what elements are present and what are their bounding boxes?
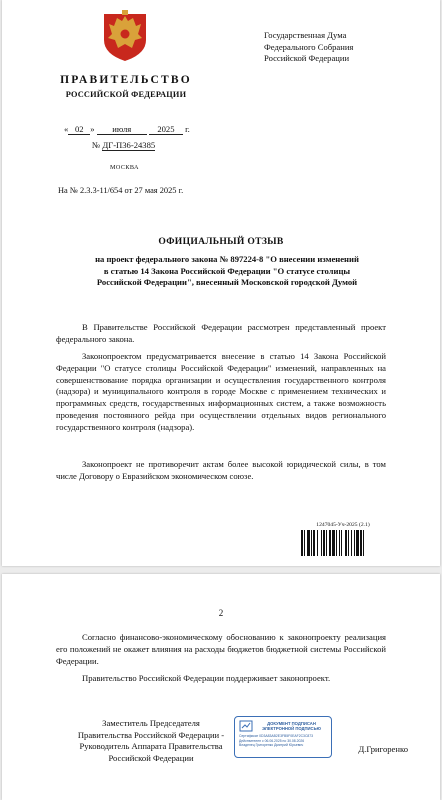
signatory-position xyxy=(56,718,246,764)
stamp-owner: Владелец Григоренко Дмитрий Юрьевич xyxy=(239,743,304,748)
barcode-bar xyxy=(356,530,359,556)
addressee-line: Федерального Собрания xyxy=(264,41,354,52)
position-line: Заместитель Председателя xyxy=(102,718,200,728)
subject-line: Российской Федерации", внесенный Московской городской Думой xyxy=(96,277,358,287)
date-year: 2025 xyxy=(149,124,183,135)
barcode-bar xyxy=(345,530,347,556)
signer-name: Д.Григоренко xyxy=(358,744,408,754)
subject-line: в статью 14 Закона Российской Федерации "О статусе столицы xyxy=(103,265,351,276)
russian-coat-of-arms-icon xyxy=(100,6,150,62)
document-subject xyxy=(72,254,382,289)
body-paragraph: Согласно финансово-экономическому обоснованию к законопроекту реализация его положений не окажет влияния на расходы бюджетов бюджетной системы Российской Федерации. xyxy=(56,632,386,666)
position-line: Руководитель Аппарата Правительства xyxy=(79,741,223,752)
barcode-bar xyxy=(341,530,342,556)
barcode-bar xyxy=(317,530,318,556)
barcode-bar xyxy=(326,530,327,556)
government-title xyxy=(58,74,194,99)
number-value: ДГ-П36-24385 xyxy=(102,140,156,150)
date-open-quote: « xyxy=(64,124,69,134)
stamp-certificate: Сертификат 0D3A83AB2E3FB5F0EAF2C3C873 xyxy=(239,734,314,738)
barcode-bar xyxy=(329,530,331,556)
addressee-line: Государственная Дума xyxy=(264,30,347,40)
barcode-bar xyxy=(351,530,352,556)
barcode-bar xyxy=(301,530,303,556)
digital-signature-icon xyxy=(239,720,253,732)
subject-line: на проект федерального закона № 897224-8 "О внесении изменений xyxy=(95,254,359,264)
stamp-title-line: ДОКУМЕНТ ПОДПИСАН xyxy=(267,721,316,726)
date-day: 02 xyxy=(68,124,90,135)
date-close-quote: » xyxy=(90,124,95,134)
barcode-bar xyxy=(360,530,362,556)
addressee xyxy=(264,30,353,65)
barcode-bar xyxy=(354,530,355,556)
addressee-line: Российской Федерации xyxy=(264,53,350,64)
document-date xyxy=(64,124,190,135)
barcode-bar xyxy=(307,530,310,556)
stamp-title-line: ЭЛЕКТРОННОЙ ПОДПИСЬЮ xyxy=(262,726,321,731)
electronic-signature-stamp xyxy=(234,716,332,758)
date-suffix: г. xyxy=(185,124,190,134)
page-number: 2 xyxy=(218,608,224,618)
body-paragraph: В Правительстве Российской Федерации рассмотрен представленный проект федерального закона. xyxy=(56,322,386,344)
government-title-line2: РОССИЙСКОЙ ФЕДЕРАЦИИ xyxy=(65,90,187,99)
barcode-bar xyxy=(311,530,312,556)
document-page-2 xyxy=(2,574,440,800)
city: МОСКВА xyxy=(110,164,139,171)
document-title: ОФИЦИАЛЬНЫЙ ОТЗЫВ xyxy=(158,236,284,247)
date-month: июля xyxy=(97,124,147,135)
position-line: Правительства Российской Федерации - xyxy=(77,729,225,740)
barcode-block xyxy=(300,522,386,561)
barcode-bar xyxy=(321,530,322,556)
body-paragraph: Правительство Российской Федерации поддерживает законопроект. xyxy=(82,673,331,683)
barcode-bar xyxy=(339,530,340,556)
barcode-bar xyxy=(323,530,325,556)
body-paragraph: Законопроектом предусматривается внесение в статью 14 Закона Российской Федерации "О статусе столицы Российской Федерации" изменений, направленных на совершенствование порядка организации и осуществления государственного контроля (надзора) и муниципального контроля в городе Москве с применением технических и программных средств, государственных информационных систем, а также возможность проведения постоянного рейда при осуществлении отдельных видов регионального государственного контроля (надзора). xyxy=(56,351,386,432)
barcode-label: 1247045-Уч-2025 (2.1) xyxy=(316,522,370,528)
position-line: Российской Федерации xyxy=(108,752,194,763)
stamp-validity: Действителен с 06.06.2025 по 30.08.2026 xyxy=(239,738,305,743)
government-title-line1: ПРАВИТЕЛЬСТВО xyxy=(60,74,192,86)
barcode-bar xyxy=(304,530,305,556)
barcode-bar xyxy=(332,530,335,556)
barcode-bar xyxy=(336,530,337,556)
number-prefix: № xyxy=(92,140,101,150)
document-number xyxy=(92,140,155,150)
document-page-1 xyxy=(2,0,440,566)
body-paragraph: Законопроект не противоречит актам более высокой юридической силы, в том числе Договору о Евразийском экономическом союзе. xyxy=(56,459,386,481)
barcode-bar xyxy=(363,530,364,556)
reference-number: На № 2.3.3-11/654 от 27 мая 2025 г. xyxy=(58,186,184,195)
barcode-bar xyxy=(348,530,349,556)
barcode-icon xyxy=(300,530,386,556)
barcode-bar xyxy=(313,530,315,556)
